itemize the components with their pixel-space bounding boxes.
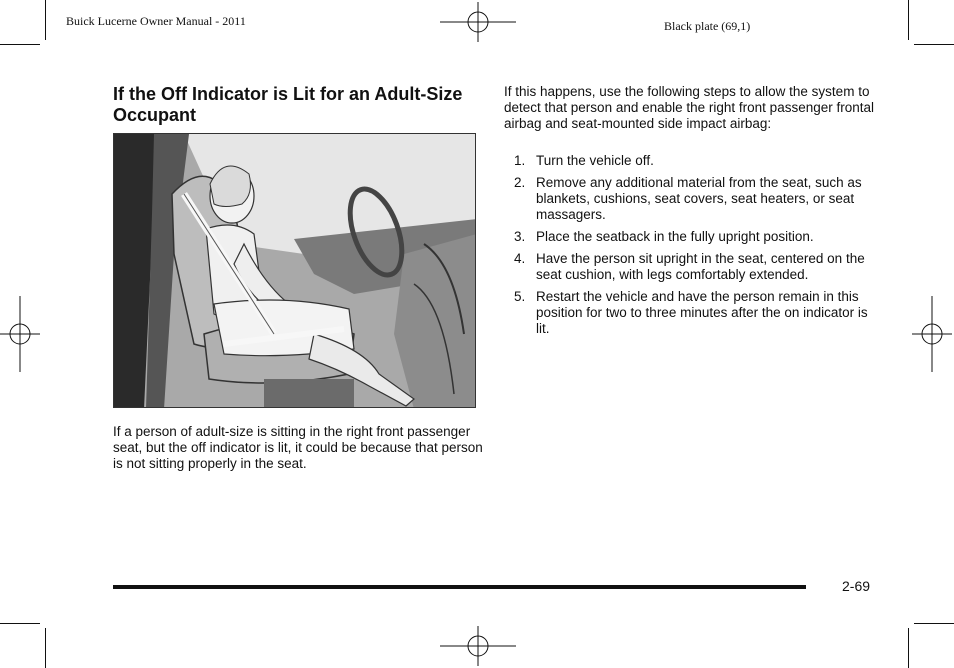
registration-mark-icon — [440, 626, 516, 666]
list-item — [504, 175, 876, 223]
list-item — [504, 289, 876, 337]
step-text: Restart the vehicle and have the person remain in this position for two to three minutes after the on indicator is lit. — [536, 289, 868, 336]
step-text: Have the person sit upright in the seat, centered on the seat cushion, with legs comfortably extended. — [536, 251, 865, 282]
list-item — [504, 229, 876, 245]
step-text: Turn the vehicle off. — [536, 153, 654, 168]
step-number: 3. — [514, 229, 526, 244]
step-number: 2. — [514, 175, 526, 190]
step-number: 5. — [514, 289, 526, 304]
registration-mark-icon — [912, 296, 952, 372]
crop-mark — [0, 623, 40, 624]
crop-mark — [45, 628, 46, 668]
crop-mark — [914, 44, 954, 45]
body-paragraph: If a person of adult-size is sitting in the right front passenger seat, but the off indicator is lit, it could be because that person is not sitting properly in the seat. — [113, 424, 483, 471]
intro-paragraph: If this happens, use the following steps to allow the system to detect that person and enable the right front passenger frontal airbag and seat-mounted side impact airbag: — [504, 84, 874, 131]
page-number: 2-69 — [842, 578, 871, 594]
manual-title: Buick Lucerne Owner Manual - 2011 — [66, 14, 246, 28]
registration-mark-icon — [440, 2, 516, 42]
step-text: Place the seatback in the fully upright position. — [536, 229, 814, 244]
list-item — [504, 153, 876, 169]
plate-label: Black plate (69,1) — [664, 19, 751, 33]
crop-mark — [45, 0, 46, 40]
steps-list — [504, 153, 876, 343]
footer-rule — [113, 585, 806, 589]
section-title: If the Off Indicator is Lit for an Adult-Size Occupant — [113, 84, 463, 125]
list-item — [504, 251, 876, 283]
step-text: Remove any additional material from the seat, such as blankets, cushions, seat covers, seat heaters, or seat massagers. — [536, 175, 862, 222]
crop-mark — [908, 628, 909, 668]
crop-mark — [0, 44, 40, 45]
crop-mark — [908, 0, 909, 40]
step-number: 1. — [514, 153, 526, 168]
registration-mark-icon — [0, 296, 40, 372]
step-number: 4. — [514, 251, 526, 266]
seated-passenger-illustration — [113, 133, 476, 408]
crop-mark — [914, 623, 954, 624]
